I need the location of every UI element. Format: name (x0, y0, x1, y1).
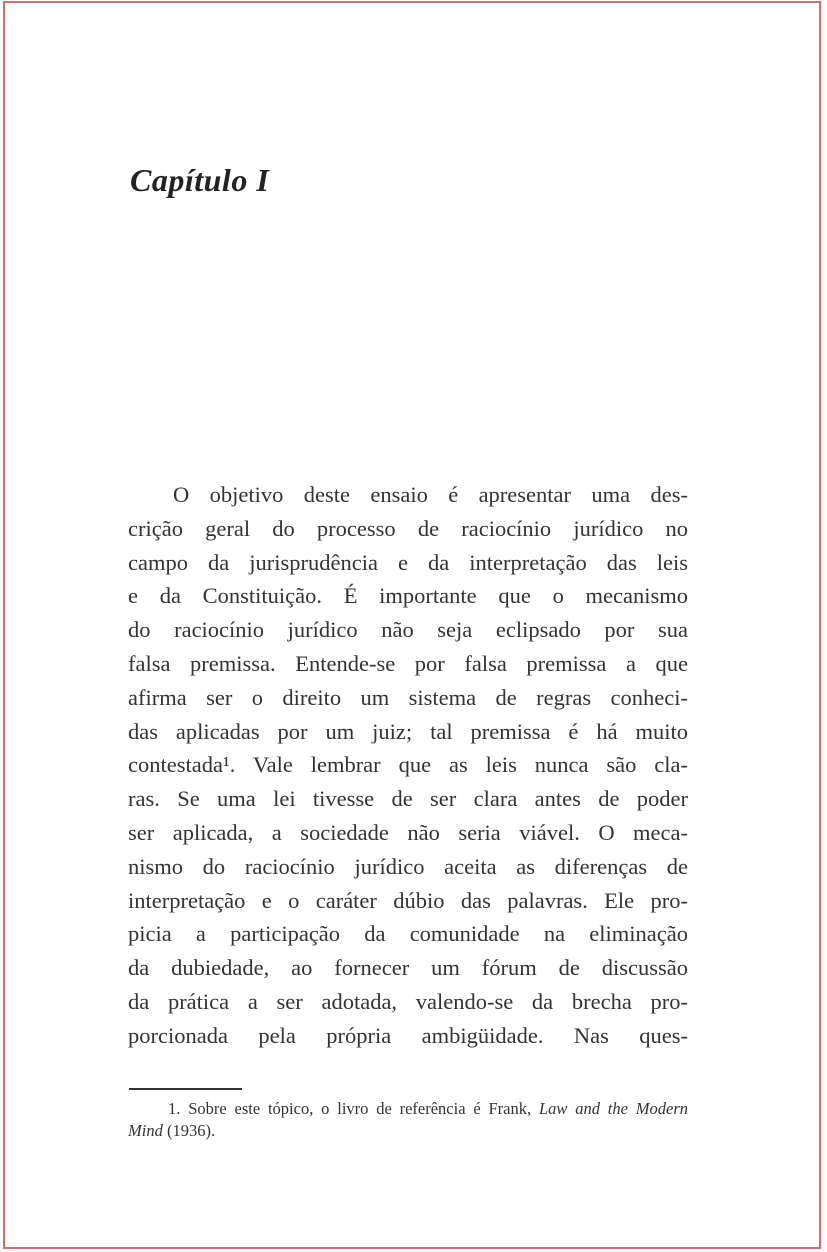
footnote (128, 1098, 688, 1141)
footnote-text-italic: Law and the Modern (538, 1099, 688, 1118)
body-line: falsa premissa. Entende-se por falsa premissa a que (128, 650, 688, 676)
body-line: da dubiedade, ao fornecer um fórum de discussão (128, 955, 688, 981)
chapter-title: Capítulo I (130, 162, 270, 198)
body-line: do raciocínio jurídico não seja eclipsado por sua (128, 617, 688, 643)
body-line: porcionada pela própria ambigüidade. Nas ques- (128, 1022, 688, 1048)
body-line: nismo do raciocínio jurídico aceita as diferenças de (128, 853, 688, 879)
footnote-line (128, 1120, 688, 1142)
body-line: interpretação e o caráter dúbio das palavras. Ele pro- (128, 887, 688, 913)
body-line: ser aplicada, a sociedade não seria viável. O meca- (128, 819, 688, 845)
body-line: ras. Se uma lei tivesse de ser clara antes de poder (128, 786, 688, 812)
body-line: e da Constituição. É importante que o mecanismo (128, 583, 688, 609)
footnote-text: (1936). (162, 1120, 216, 1140)
footnote-text: 1. Sobre este tópico, o livro de referência é Frank, (168, 1099, 539, 1118)
body-line: O objetivo deste ensaio é apresentar uma des- (173, 482, 688, 507)
footnote-separator (129, 1088, 242, 1090)
body-line: das aplicadas por um juiz; tal premissa é há muito (128, 718, 688, 744)
body-paragraph (128, 478, 688, 1053)
body-line: campo da jurisprudência e da interpretação das leis (128, 549, 688, 575)
body-line: picia a participação da comunidade na eliminação (128, 921, 688, 947)
body-line: da prática a ser adotada, valendo-se da brecha pro- (128, 988, 688, 1014)
footnote-line (128, 1098, 688, 1120)
footnote-text-italic: Mind (128, 1120, 163, 1140)
body-line: crição geral do processo de raciocínio jurídico no (128, 515, 688, 541)
body-line: contestada¹. Vale lembrar que as leis nunca são cla- (128, 752, 688, 778)
body-line: afirma ser o direito um sistema de regras conheci- (128, 684, 688, 710)
